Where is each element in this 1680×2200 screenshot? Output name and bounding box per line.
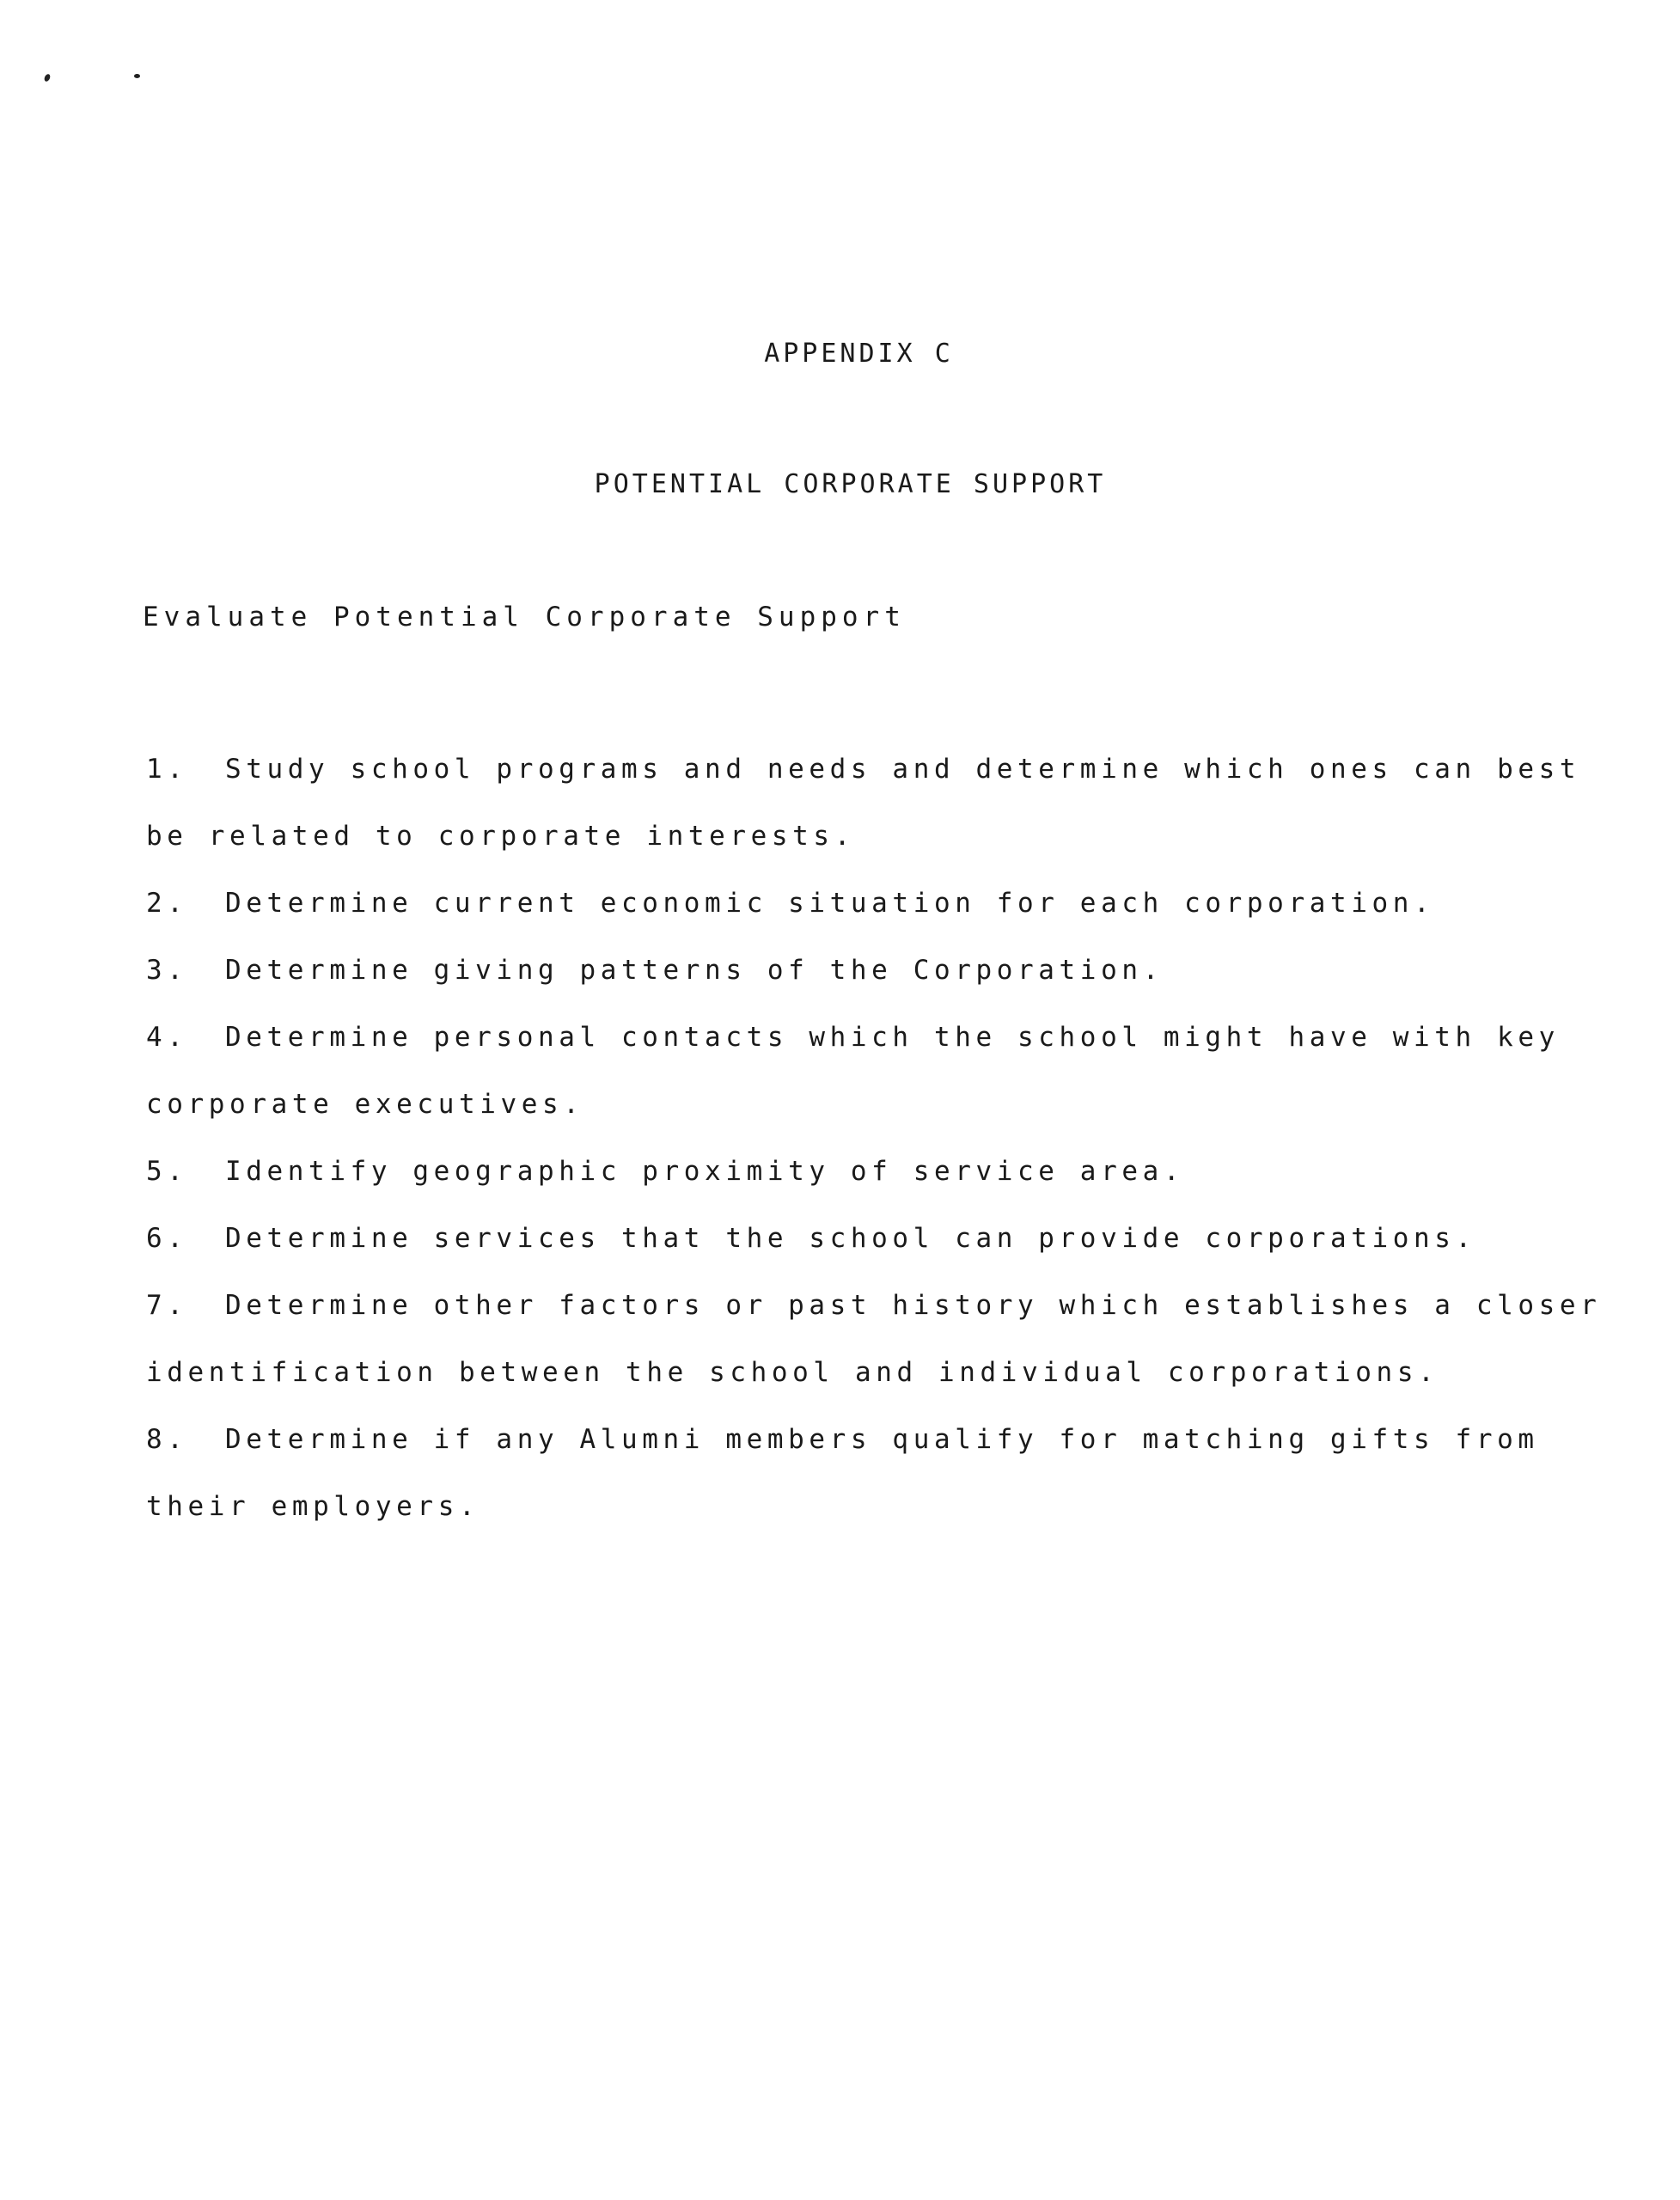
item-number: 1. (146, 754, 188, 785)
scan-speck (134, 74, 140, 78)
item-text: Study school programs and needs and determine which ones can best (225, 754, 1581, 785)
list-item (146, 736, 1581, 870)
item-text: Determine services that the school can provide corporations. (225, 1223, 1476, 1254)
item-text-continued: identification between the school and individual corporations. (146, 1357, 1439, 1388)
list-item (146, 1138, 1538, 1205)
item-text: Determine giving patterns of the Corporation. (225, 955, 1164, 986)
item-number: 5. (146, 1156, 188, 1187)
item-text-continued: be related to corporate interests. (146, 821, 855, 852)
item-number: 3. (146, 955, 188, 986)
scan-speck (43, 73, 51, 82)
list-item (146, 1406, 1538, 1540)
item-text: Identify geographic proximity of service area. (225, 1156, 1185, 1187)
item-text: Determine personal contacts which the school might have with key (225, 1022, 1560, 1053)
item-number: 2. (146, 888, 188, 919)
list-item (146, 937, 1538, 1004)
list-item (146, 1205, 1538, 1272)
list-item (146, 1004, 1560, 1138)
section-heading: Evaluate Potential Corporate Support (143, 602, 906, 632)
appendix-label: APPENDIX C (764, 339, 954, 369)
item-number: 6. (146, 1223, 188, 1254)
item-text: Determine if any Alumni members qualify for matching gifts from (225, 1424, 1539, 1455)
item-number: 4. (146, 1022, 188, 1053)
list-item (146, 1272, 1602, 1406)
item-text-continued: corporate executives. (146, 1089, 584, 1120)
item-text-continued: their employers. (146, 1491, 480, 1522)
item-text: Determine current economic situation for each corporation. (225, 888, 1435, 919)
item-number: 7. (146, 1290, 188, 1321)
support-steps-list (146, 736, 1602, 1540)
list-item (146, 870, 1538, 937)
item-text: Determine other factors or past history which establishes a closer (225, 1290, 1602, 1321)
page-title: POTENTIAL CORPORATE SUPPORT (594, 469, 1107, 499)
item-number: 8. (146, 1424, 188, 1455)
